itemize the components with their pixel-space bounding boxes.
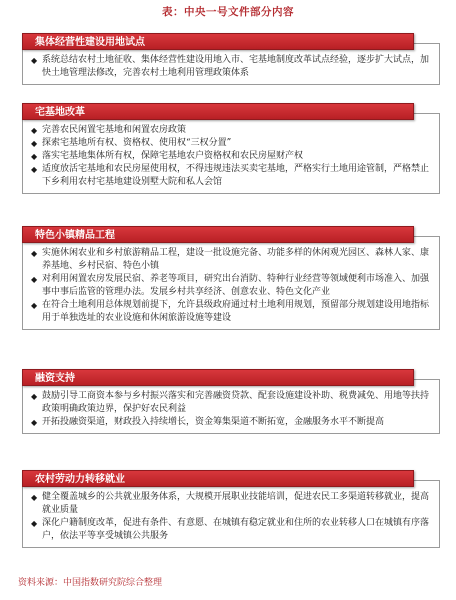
section-featured-town-project	[22, 226, 440, 330]
list-item: ◆ 适度放活宅基地和农民房屋使用权，不得违规违法买卖宅基地，严格实行土地用途管制，严格禁止下乡利用农村宅基地建设别墅大院和私人会馆	[31, 164, 430, 187]
section-rural-labor-employment	[22, 470, 440, 548]
section-homestead-reform	[22, 103, 440, 194]
diamond-bullet-icon: ◆	[31, 56, 38, 65]
source-note: 资料来源：中国指数研究院综合整理	[18, 578, 163, 588]
list-item: ◆ 探索宅基地所有权、资格权、使用权“三权分置”	[31, 138, 232, 148]
section-heading: 特色小镇精品工程	[22, 226, 414, 243]
list-item: ◆ 系统总结农村土地征收、集体经营性建设用地入市、宅基地制度改革试点经验，逐步扩大试点，加快土地管理法修改，完善农村土地利用管理政策体系	[31, 55, 430, 78]
section-content	[22, 480, 440, 548]
list-item: ◆ 深化户籍制度改革，促进有条件、有意愿、在城镇有稳定就业和住所的农业转移人口在城镇有序落户，依法平等享受城镇公共服务	[31, 518, 430, 541]
diamond-bullet-icon: ◆	[31, 139, 38, 148]
section-financing-support	[22, 369, 440, 434]
list-item: ◆ 对利用闲置农房发展民宿、养老等项目，研究出台消防、特种行业经营等领域便利市场准入、加强事中事后监管的管理办法。发展乡村共享经济、创意农业、特色文化产业	[31, 274, 430, 297]
section-content	[22, 236, 440, 330]
section-rural-construction-land	[22, 33, 440, 85]
diamond-bullet-icon: ◆	[31, 519, 38, 528]
diamond-bullet-icon: ◆	[31, 301, 38, 310]
list-item: ◆ 落实宅基地集体所有权，保障宅基地农户资格权和农民房屋财产权	[31, 151, 304, 161]
section-heading: 农村劳动力转移就业	[22, 470, 414, 487]
section-heading: 集体经营性建设用地试点	[22, 33, 414, 50]
diamond-bullet-icon: ◆	[31, 249, 38, 258]
section-content	[22, 113, 440, 194]
diamond-bullet-icon: ◆	[31, 275, 38, 284]
diamond-bullet-icon: ◆	[31, 392, 38, 401]
diamond-bullet-icon: ◆	[31, 126, 38, 135]
diamond-bullet-icon: ◆	[31, 152, 38, 161]
diamond-bullet-icon: ◆	[31, 418, 38, 427]
list-item: ◆ 开拓投融资渠道，财政投入持续增长，资金筹集渠道不断拓宽，金融服务水平不断提高	[31, 417, 385, 427]
section-heading: 宅基地改革	[22, 103, 414, 120]
document-title: 表：中央一号文件部分内容	[162, 6, 294, 18]
list-item: ◆ 健全覆盖城乡的公共就业服务体系，大规模开展职业技能培训，促进农民工多渠道转移就业，提高就业质量	[31, 492, 430, 515]
section-heading: 融资支持	[22, 369, 414, 386]
section-content	[22, 379, 440, 434]
list-item: ◆ 完善农民闲置宅基地和闲置农房政策	[31, 125, 187, 135]
list-item: ◆ 实施休闲农业和乡村旅游精品工程，建设一批设施完备、功能多样的休闲观光园区、森林人家、康养基地、乡村民宿、特色小镇	[31, 248, 430, 271]
diamond-bullet-icon: ◆	[31, 493, 38, 502]
list-item: ◆ 在符合土地利用总体规划前提下，允许县级政府通过村土地利用规划，预留部分规划建设用地指标用于单独选址的农业设施和休闲旅游设施等建设	[31, 300, 430, 323]
diamond-bullet-icon: ◆	[31, 165, 38, 174]
list-item: ◆ 鼓励引导工商资本参与乡村振兴落实和完善融资贷款、配套设施建设补助、税费减免、用地等扶持政策明确政策边界，保护好农民利益	[31, 391, 430, 414]
